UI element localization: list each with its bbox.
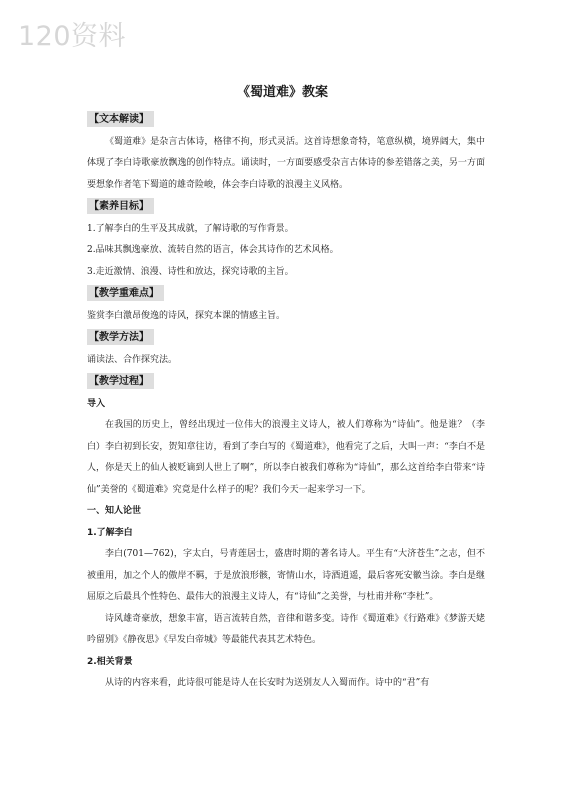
key-points-text: 鉴赏李白激昂俊逸的诗风，探究本课的情感主旨。 — [87, 310, 286, 321]
section-text-reading — [87, 109, 485, 196]
goal-item-3: 3.走近激情、浪漫、诗性和放达，探究诗歌的主旨。 — [87, 266, 294, 277]
sub2-paragraph-1: 从诗的内容来看，此诗很可能是诗人在长安时为送别友人入蜀而作。诗中的“君”有 — [105, 678, 430, 688]
document-body — [87, 109, 485, 695]
goal-item-2: 2.品味其飘逸豪放、流转自然的语言，体会其诗作的艺术风格。 — [87, 245, 339, 255]
intro-paragraph: 在我国的历史上，曾经出现过一位伟大的浪漫主义诗人，被人们尊称为“诗仙”。他是谁？（李白）李白初到长安，贺知章往访，看到了李白写的《蜀道难》，他看完了之后，大叫一声：“李白不是人，你是天上的仙人被贬谪到人世上了啊”，所以李白被我们尊称为“诗仙”，那么这首给李白带来“诗仙”美誉的《蜀道难》究竟是什么样子的呢？我们今天一起来学习一下。 — [87, 420, 485, 495]
part1-heading: 一、知人论世 — [87, 506, 142, 516]
page-title: 《蜀道难》教案 — [236, 85, 328, 100]
text-reading-paragraph: 《蜀道难》是杂言古体诗，格律不拘，形式灵活。这首诗想象奇特，笔意纵横，境界阔大，集中体现了李白诗歌豪放飘逸的创作特点。诵读时，一方面要感受杂言古体诗的参差错落之美，另一方面要想象作者笔下蜀道的雄奇险峻，体会李白诗歌的浪漫主义风格。 — [87, 136, 485, 190]
watermark: 120资料 — [18, 21, 127, 52]
sub1-heading: 1.了解李白 — [87, 527, 133, 538]
sub1-paragraph-1: 李白(701—762)，字太白，号青莲居士，盛唐时期的著名诗人。平生有“大济苍生”之志，但不被重用，加之个人的傲岸不羁，于是放浪形骸，寄情山水，诗酒逍遥，最后客死安徽当涂。李白是继屈原之后最具个性特色、最伟大的浪漫主义诗人，有“诗仙”之美誉，与杜甫并称“李杜”。 — [87, 549, 485, 602]
section-label-goals: 【素养目标】 — [87, 198, 154, 214]
section-key-points — [87, 283, 485, 327]
section-label-key-points: 【教学重难点】 — [87, 285, 164, 301]
sub2-heading: 2.相关背景 — [87, 656, 133, 667]
section-label-process: 【教学过程】 — [87, 373, 154, 389]
section-goals — [87, 196, 485, 283]
section-process — [87, 371, 485, 695]
goal-item-1: 1.了解李白的生平及其成就，了解诗歌的写作背景。 — [87, 223, 294, 234]
section-label-methods: 【教学方法】 — [87, 329, 154, 345]
intro-heading: 导入 — [87, 398, 106, 409]
sub1-paragraph-2: 诗风雄奇豪放，想象丰富，语言流转自然，音律和谐多变。诗作《蜀道难》《行路难》《梦游天姥吟留别》《静夜思》《早发白帝城》等最能代表其艺术特色。 — [87, 613, 485, 645]
section-label-text-reading: 【文本解读】 — [87, 111, 154, 127]
section-methods — [87, 327, 485, 371]
methods-text: 诵读法、合作探究法。 — [87, 354, 178, 365]
